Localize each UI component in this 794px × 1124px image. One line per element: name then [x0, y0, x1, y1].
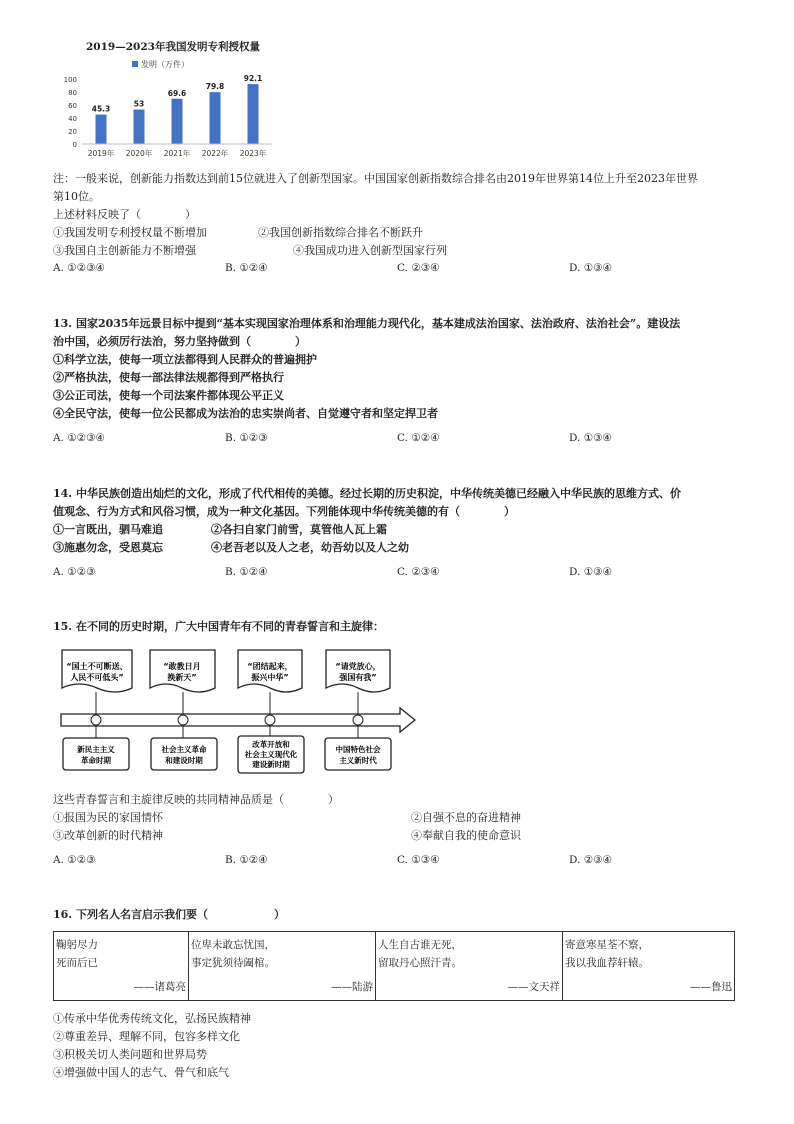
- q14-option-a[interactable]: A. ①②③: [53, 566, 96, 578]
- q15-option-d[interactable]: D. ②③④: [569, 854, 612, 866]
- q12-statement-4: ④我国成功进入创新型国家行列: [293, 244, 447, 257]
- quote-3-author: ——文天祥: [507, 981, 560, 993]
- patent-bar-chart: [50, 52, 280, 167]
- slogan-banner-4: [326, 650, 390, 692]
- y-tick-label: 40: [68, 115, 77, 123]
- period-1-line2: 革命时期: [81, 756, 111, 765]
- q12-statement-3: ③我国自主创新能力不断增强: [53, 244, 196, 257]
- q14-statement-2: ②各扫自家门前雪，莫管他人瓦上霜: [211, 523, 387, 536]
- x-tick-label: 2022年: [201, 149, 229, 158]
- quote-2-line2: 事定犹须待阖棺。: [191, 957, 275, 969]
- legend-label: 发明（万件）: [141, 60, 189, 69]
- q13-option-c[interactable]: C. ①②④: [397, 432, 440, 444]
- q12-option-c[interactable]: C. ②③④: [397, 262, 440, 274]
- bar-5: [248, 84, 259, 144]
- quote-4-line1: 寄意寒星荃不察，: [565, 939, 649, 951]
- period-3-line3: 建设新时期: [252, 760, 290, 769]
- q12-note-line2: 第10位。: [53, 190, 100, 203]
- q15-statement-2: ②自强不息的奋进精神: [411, 811, 521, 824]
- slogan-2-line2: 换新天”: [167, 673, 197, 682]
- quote-2-line1: 位卑未敢忘忧国，: [191, 939, 275, 951]
- y-tick-label: 20: [68, 128, 77, 136]
- q15-option-b[interactable]: B. ①②④: [225, 854, 268, 866]
- slogan-2-line1: “敢教日月: [163, 662, 201, 671]
- youth-timeline-diagram: [55, 644, 420, 779]
- slogan-1-line2: 人民不可低头”: [70, 673, 124, 682]
- x-tick-label: 2021年: [163, 149, 191, 158]
- chart-title: 2019—2023年我国发明专利授权量: [86, 41, 260, 53]
- q15-line1: 15. 在不同的历史时期，广大中国青年有不同的青春誓言和主旋律：: [53, 620, 384, 633]
- x-tick-label: 2020年: [125, 149, 153, 158]
- y-tick-label: 60: [68, 102, 77, 110]
- q16-line1: 16. 下列名人名言启示我们要（ ）: [53, 908, 285, 921]
- y-tick-label: 0: [72, 141, 77, 149]
- slogan-1-line1: “国土不可断送、: [66, 662, 128, 671]
- x-tick-label: 2019年: [87, 149, 115, 158]
- q13-statement-1: ①科学立法，使每一项立法都得到人民群众的普遍拥护: [53, 353, 317, 366]
- period-box-4: [325, 738, 391, 770]
- q12-statement-1: ①我国发明专利授权量不断增加: [53, 226, 207, 239]
- slogan-banner-1: [62, 650, 132, 692]
- slogan-3-line2: 振兴中华”: [251, 673, 289, 682]
- x-tick-label: 2023年: [239, 149, 267, 158]
- q16-statement-1: ①传承中华优秀传统文化，弘扬民族精神: [53, 1012, 251, 1025]
- period-2-line1: 社会主义革命: [161, 745, 207, 754]
- q13-statement-2: ②严格执法，使每一部法律法规都得到严格执行: [53, 371, 284, 384]
- q13-line2: 治中国，必须厉行法治，努力坚持做到（ ）: [53, 335, 306, 348]
- q12-statement-2: ②我国创新指数综合排名不断跃升: [258, 226, 423, 239]
- q13-option-b[interactable]: B. ①②③: [225, 432, 268, 444]
- period-1-line1: 新民主主义: [77, 745, 115, 754]
- y-tick-label: 100: [63, 76, 77, 84]
- bar-3: [172, 99, 183, 144]
- period-box-2: [151, 738, 217, 770]
- q14-option-c[interactable]: C. ②③④: [397, 566, 440, 578]
- quote-3-line1: 人生自古谁无死，: [378, 939, 462, 951]
- q12-option-b[interactable]: B. ①②④: [225, 262, 268, 274]
- y-tick-label: 80: [68, 89, 77, 97]
- q14-option-b[interactable]: B. ①②④: [225, 566, 268, 578]
- q12-stem: 上述材料反映了（ ）: [53, 208, 196, 221]
- q15-statement-3: ③改革创新的时代精神: [53, 829, 163, 842]
- bar-value-label: 92.1: [243, 74, 263, 84]
- quote-2-author: ——陆游: [331, 981, 373, 993]
- quote-3-line2: 留取丹心照汗青。: [378, 957, 462, 969]
- quote-cell-3: [376, 932, 563, 1001]
- quote-cell-1: [54, 932, 189, 1001]
- bar-value-label: 45.3: [91, 104, 111, 114]
- period-4-line2: 主义新时代: [339, 756, 377, 765]
- q14-statement-3: ③施惠勿念，受恩莫忘: [53, 541, 163, 554]
- slogan-4-line1: “请党放心，: [335, 662, 381, 671]
- slogan-banner-3: [238, 650, 302, 692]
- bar-1: [96, 115, 107, 144]
- quote-4-author: ——鲁迅: [690, 981, 732, 993]
- q13-line1: 13. 国家2035年远景目标中提到“基本实现国家治理体系和治理能力现代化，基本建成法治国家、法治政府、法治社会”。建设法: [53, 317, 681, 330]
- q14-option-d[interactable]: D. ①③④: [569, 566, 612, 578]
- q15-option-c[interactable]: C. ①③④: [397, 854, 440, 866]
- quotes-table: [53, 931, 735, 1001]
- quote-1-line1: 鞠躬尽力: [56, 939, 98, 951]
- quote-1-author: ——诸葛亮: [133, 981, 186, 993]
- quote-1-line2: 死而后已: [56, 957, 98, 969]
- legend-swatch: [132, 61, 138, 67]
- q15-option-a[interactable]: A. ①②③: [53, 854, 96, 866]
- quote-cell-2: [189, 932, 376, 1001]
- q12-option-d[interactable]: D. ①③④: [569, 262, 612, 274]
- bar-4: [210, 92, 221, 144]
- quote-4-line2: 我以我血荐轩辕。: [565, 957, 649, 969]
- slogan-4-line2: 强国有我”: [339, 673, 377, 682]
- q16-statement-2: ②尊重差异、理解不同，包容多样文化: [53, 1030, 240, 1043]
- q13-statement-3: ③公正司法，使每一个司法案件都体现公平正义: [53, 389, 284, 402]
- q13-statement-4: ④全民守法，使每一位公民都成为法治的忠实崇尚者、自觉遵守者和坚定捍卫者: [53, 407, 438, 420]
- bar-value-label: 53: [133, 99, 145, 109]
- quote-cell-4: [563, 932, 735, 1001]
- q13-option-d[interactable]: D. ①③④: [569, 432, 612, 444]
- q14-statement-1: ①一言既出，驷马难追: [53, 523, 163, 536]
- q16-statement-4: ④增强做中国人的志气、骨气和底气: [53, 1066, 229, 1079]
- q14-line1: 14. 中华民族创造出灿烂的文化，形成了代代相传的美德。经过长期的历史积淀，中华传统美德已经融入中华民族的思维方式、价: [53, 487, 681, 500]
- period-box-1: [63, 738, 129, 770]
- q15-statement-4: ④奉献自我的使命意识: [411, 829, 521, 842]
- period-3-line1: 改革开放和: [252, 740, 290, 749]
- q12-note-line1: 注：一般来说，创新能力指数达到前15位就进入了创新型国家。中国国家创新指数综合排名由2019年世界第14位上升至2023年世界: [53, 172, 698, 185]
- q13-option-a[interactable]: A. ①②③④: [53, 432, 105, 444]
- q15-stem: 这些青春誓言和主旋律反映的共同精神品质是（ ）: [53, 793, 339, 806]
- q15-statement-1: ①报国为民的家国情怀: [53, 811, 163, 824]
- bar-value-label: 69.6: [167, 88, 187, 98]
- q16-statement-3: ③积极关切人类问题和世界局势: [53, 1048, 207, 1061]
- slogan-banner-2: [150, 650, 215, 692]
- q14-line2: 值观念、行为方式和风俗习惯，成为一种文化基因。下列能体现中华传统美德的有（ ）: [53, 505, 515, 518]
- q14-statement-4: ④老吾老以及人之老，幼吾幼以及人之幼: [211, 541, 409, 554]
- period-3-line2: 社会主义现代化: [244, 750, 298, 759]
- period-2-line2: 和建设时期: [165, 756, 203, 765]
- q12-option-a[interactable]: A. ①②③④: [53, 262, 105, 274]
- bar-value-label: 79.8: [205, 82, 225, 92]
- bar-2: [134, 110, 145, 144]
- period-4-line1: 中国特色社会: [335, 745, 381, 754]
- slogan-3-line1: “团结起来，: [247, 662, 293, 671]
